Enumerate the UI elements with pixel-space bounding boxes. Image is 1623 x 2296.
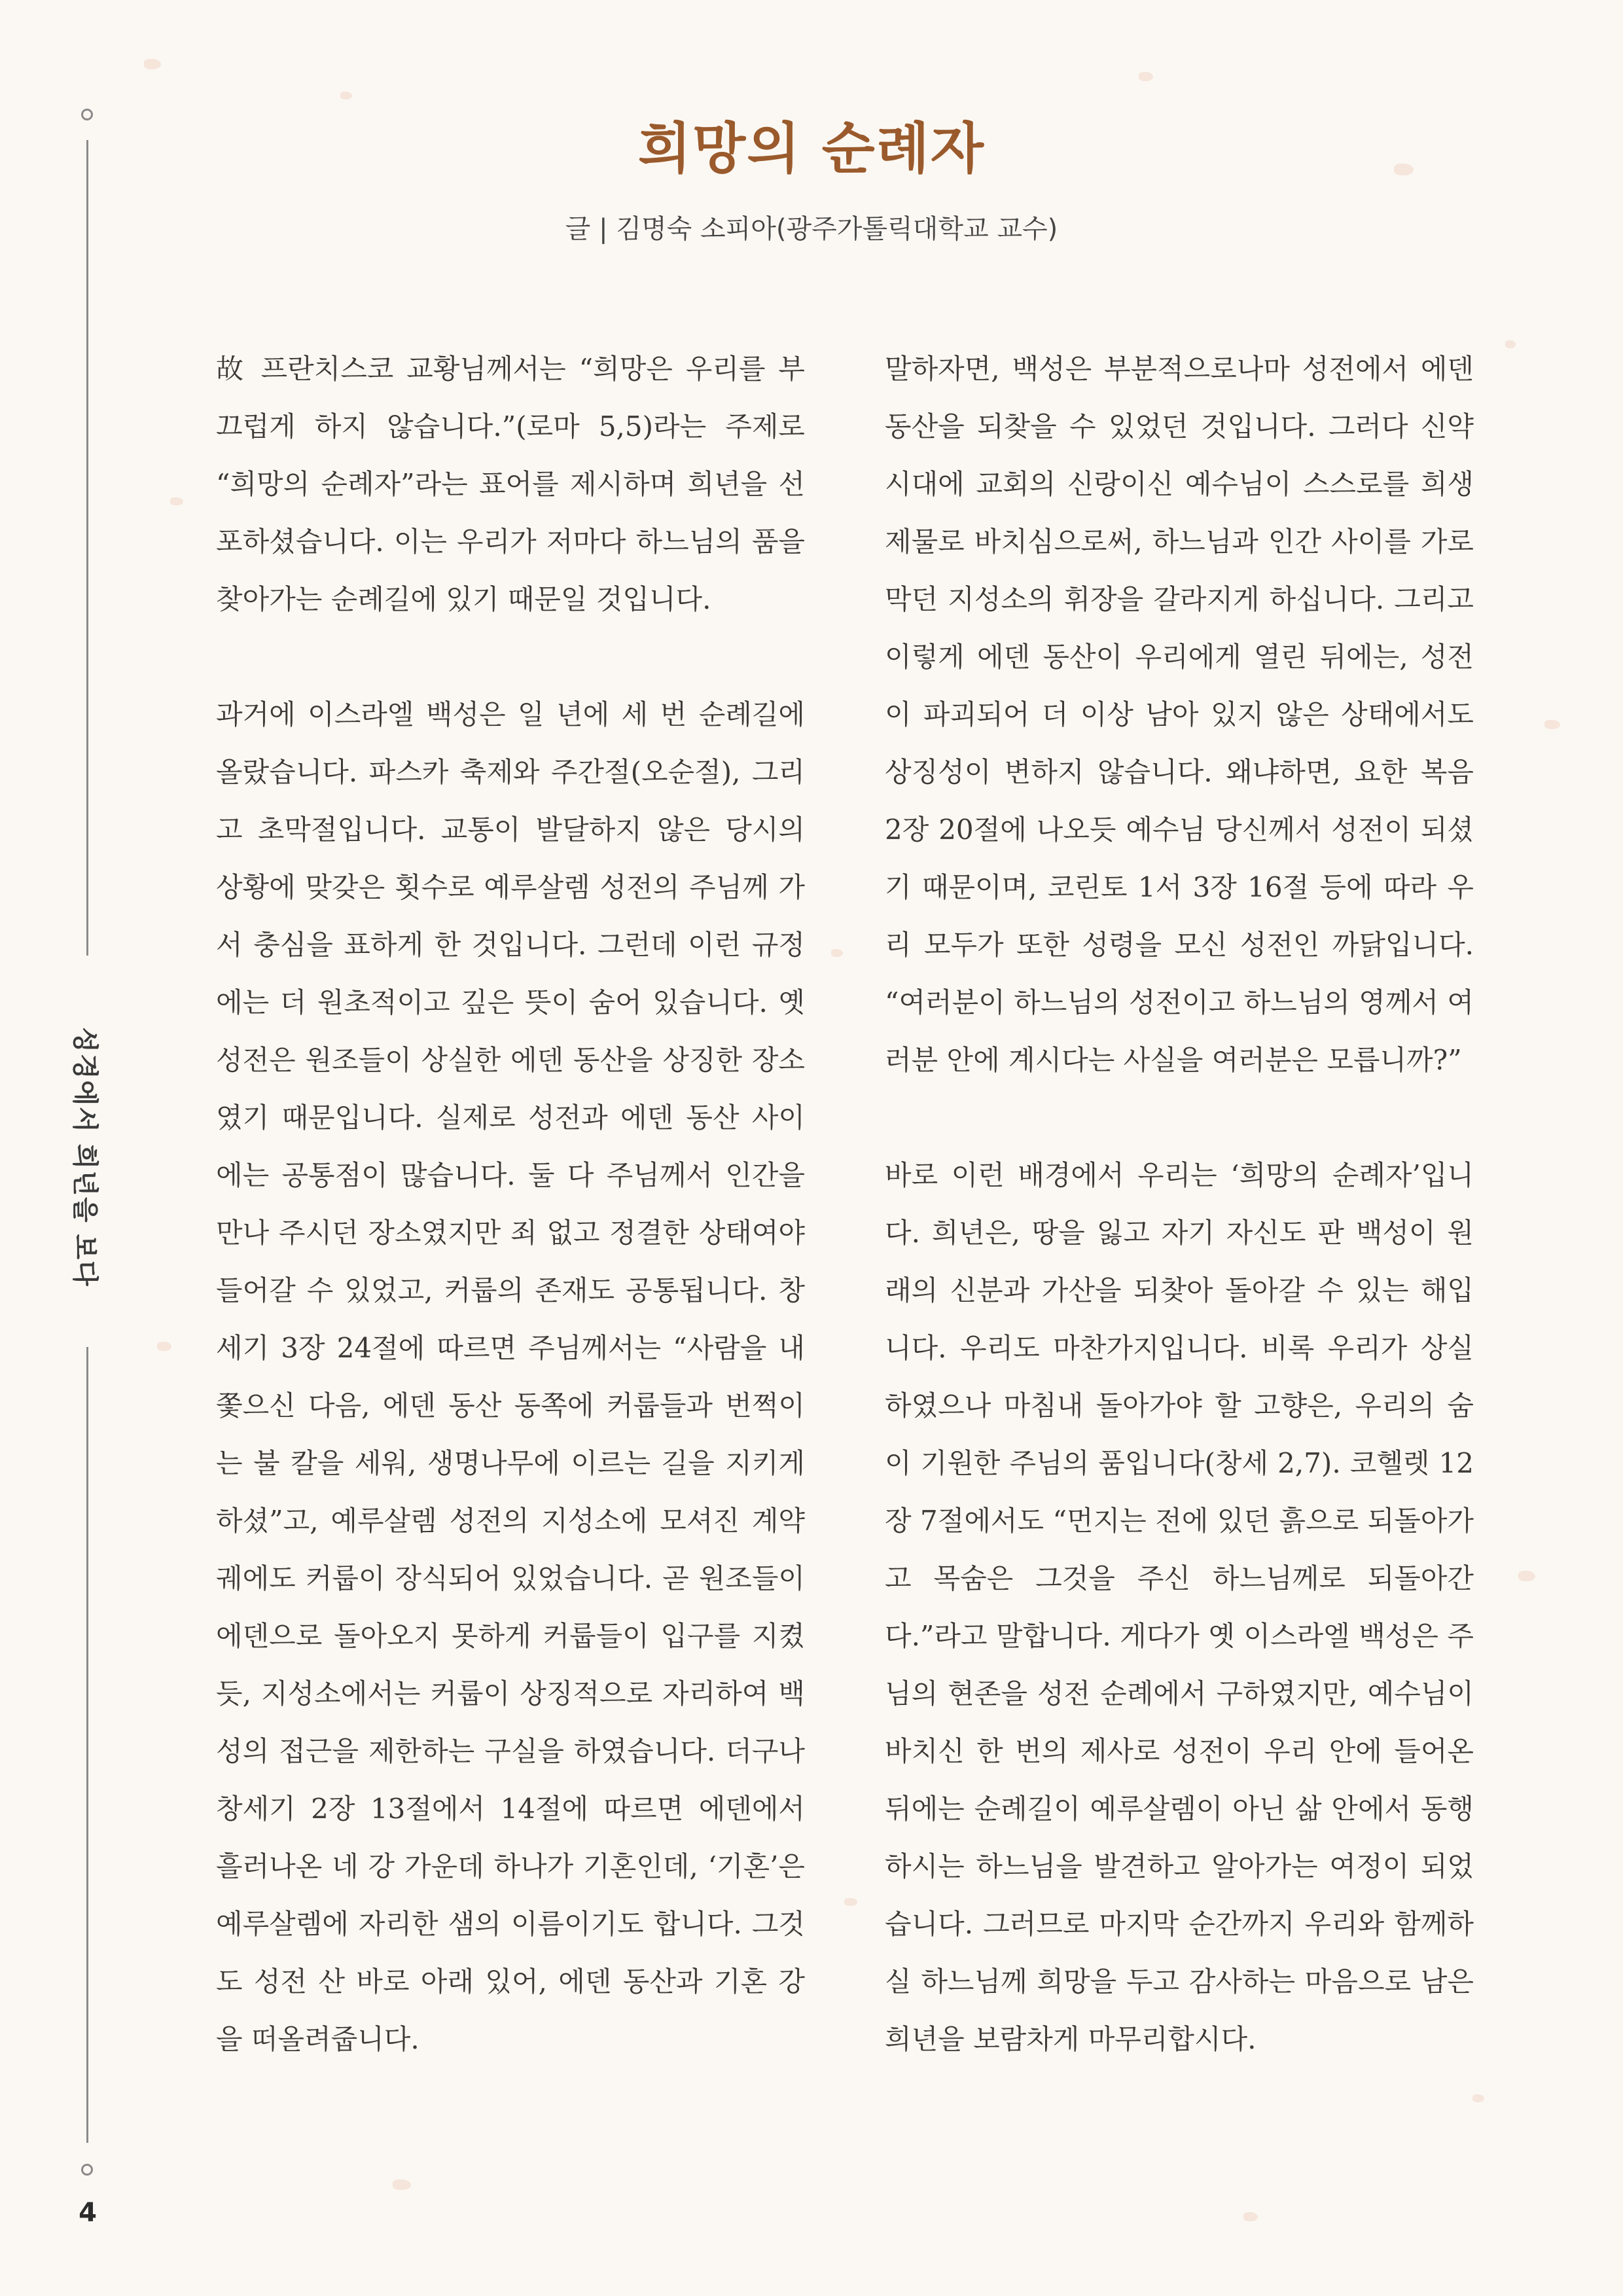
background-speck xyxy=(170,497,183,505)
article-left-column xyxy=(216,340,805,2068)
background-speck xyxy=(1472,2094,1484,2102)
article-title: 희망의 순례자 xyxy=(637,117,986,181)
paragraph: 과거에 이스라엘 백성은 일 년에 세 번 순례길에 올랐습니다. 파스카 축제와 주간절(오순절), 그리고 초막절입니다. 교통이 발달하지 않은 당시의 상황에 맞갖은 횟수로 예루살렘 성전의 주님께 가서 충심을 표하게 한 것입니다. 그런데 이런 규정에는 더 원초적이고 깊은 뜻이 숨어 있습니다. 옛 성전은 원조들이 상실한 에덴 동산을 상징한 장소였기 때문입니다. 실제로 성전과 에덴 동산 사이에는 공통점이 많습니다. 둘 다 주님께서 인간을 만나 주시던 장소였지만 죄 없고 정결한 상태여야 들어갈 수 있었고, 커룹의 존재도 공통됩니다. 창세기 3장 24절에 따르면 주님께서는 “사람을 내쫓으신 다음, 에덴 동산 동쪽에 커룹들과 번쩍이는 불 칼을 세워, 생명나무에 이르는 길을 지키게 하셨”고, 예루살렘 성전의 지성소에 모셔진 계약 궤에도 커룹이 장식되어 있었습니다. 곧 원조들이 에덴으로 돌아오지 못하게 커룹들이 입구를 지켰듯, 지성소에서는 커룹이 상징적으로 자리하여 백성의 접근을 제한하는 구실을 하였습니다. 더구나 창세기 2장 13절에서 14절에 따르면 에덴에서 흘러나온 네 강 가운데 하나가 기혼인데, ‘기혼’은 예루살렘에 자리한 샘의 이름이기도 합니다. 그것도 성전 산 바로 아래 있어, 에덴 동산과 기혼 강을 떠올려줍니다. xyxy=(216,698,805,2055)
article-byline: 글 | 김명숙 소피아(광주가톨릭대학교 교수) xyxy=(565,214,1058,244)
sidebar-top-line xyxy=(86,140,88,956)
paragraph: 故 프란치스코 교황님께서는 “희망은 우리를 부끄럽게 하지 않습니다.”(로마 5,5)라는 주제로 “희망의 순례자”라는 표어를 제시하며 희년을 선포하셨습니다. 이는 우리가 저마다 하느님의 품을 찾아가는 순례길에 있기 때문일 것입니다. xyxy=(216,353,805,615)
background-speck xyxy=(144,59,161,69)
sidebar-section-label: 성경에서 희년을 보다 xyxy=(69,1027,100,1287)
paragraph: 말하자면, 백성은 부분적으로나마 성전에서 에덴 동산을 되찾을 수 있었던 것입니다. 그러다 신약 시대에 교회의 신랑이신 예수님이 스스로를 희생 제물로 바치심으로써, 하느님과 인간 사이를 가로막던 지성소의 휘장을 갈라지게 하십니다. 그리고 이렇게 에덴 동산이 우리에게 열린 뒤에는, 성전이 파괴되어 더 이상 남아 있지 않은 상태에서도 상징성이 변하지 않습니다. 왜냐하면, 요한 복음 2장 20절에 나오듯 예수님 당신께서 성전이 되셨기 때문이며, 코린토 1서 3장 16절 등에 따라 우리 모두가 또한 성령을 모신 성전인 까닭입니다. “여러분이 하느님의 성전이고 하느님의 영께서 여러분 안에 계시다는 사실을 여러분은 모릅니까?” xyxy=(885,353,1474,1076)
sidebar-bottom-dot xyxy=(81,2164,93,2176)
paragraph: 바로 이런 배경에서 우리는 ‘희망의 순례자’입니다. 희년은, 땅을 잃고 자기 자신도 판 백성이 원래의 신분과 가산을 되찾아 돌아갈 수 있는 해입니다. 우리도 마찬가지입니다. 비록 우리가 상실하였으나 마침내 돌아가야 할 고향은, 우리의 숨이 기원한 주님의 품입니다(창세 2,7). 코헬렛 12장 7절에서도 “먼지는 전에 있던 흙으로 되돌아가고 목숨은 그것을 주신 하느님께로 되돌아간다.”라고 말합니다. 게다가 옛 이스라엘 백성은 주님의 현존을 성전 순례에서 구하였지만, 예수님이 바치신 한 번의 제사로 성전이 우리 안에 들어온 뒤에는 순례길이 예루살렘이 아닌 삶 안에서 동행하시는 하느님을 발견하고 알아가는 여정이 되었습니다. 그러므로 마지막 순간까지 우리와 함께하실 하느님께 희망을 두고 감사하는 마음으로 남은 희년을 보람차게 마무리합시다. xyxy=(885,1159,1474,2055)
background-speck xyxy=(1243,2212,1258,2221)
background-speck xyxy=(393,2179,411,2190)
background-speck xyxy=(1505,340,1516,348)
background-speck xyxy=(157,1342,171,1351)
background-speck xyxy=(1139,72,1153,81)
background-speck xyxy=(831,949,843,957)
sidebar-bottom-line xyxy=(86,1347,88,2143)
background-speck xyxy=(1544,720,1560,729)
page-number: 4 xyxy=(79,2198,97,2228)
background-speck xyxy=(1518,1571,1535,1581)
background-speck xyxy=(340,92,352,99)
sidebar-top-dot xyxy=(81,109,93,120)
article-right-column xyxy=(885,340,1474,2068)
background-speck xyxy=(844,1898,857,1906)
